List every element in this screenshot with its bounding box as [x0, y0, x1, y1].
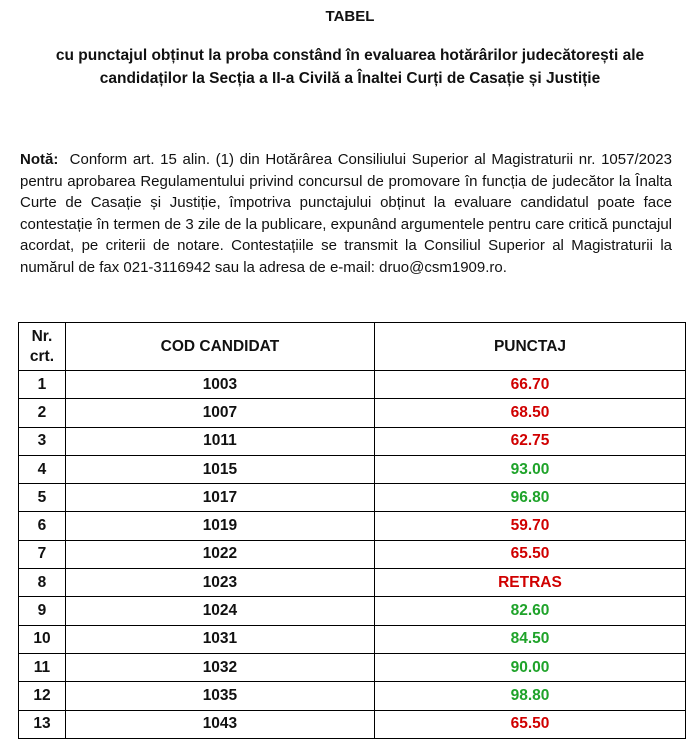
cell-nr-crt: 5	[19, 484, 66, 512]
cell-nr-crt: 12	[19, 682, 66, 710]
cell-cod-candidat: 1032	[65, 653, 374, 681]
table-row	[19, 682, 686, 710]
cell-nr-crt: 4	[19, 455, 66, 483]
cell-punctaj: 68.50	[374, 399, 685, 427]
cell-cod-candidat: 1011	[65, 427, 374, 455]
cell-nr-crt: 6	[19, 512, 66, 540]
cell-nr-crt: 11	[19, 653, 66, 681]
header-nr-crt	[19, 323, 66, 371]
document-title: TABEL	[325, 8, 375, 25]
cell-nr-crt: 8	[19, 569, 66, 597]
cell-punctaj: 82.60	[374, 597, 685, 625]
cell-nr-crt: 3	[19, 427, 66, 455]
header-cod-candidat: COD CANDIDAT	[65, 323, 374, 371]
table-row	[19, 540, 686, 568]
cell-cod-candidat: 1035	[65, 682, 374, 710]
table-row	[19, 625, 686, 653]
table-row	[19, 653, 686, 681]
cell-cod-candidat: 1031	[65, 625, 374, 653]
table-body	[19, 371, 686, 739]
cell-cod-candidat: 1003	[65, 371, 374, 399]
cell-nr-crt: 9	[19, 597, 66, 625]
table-row	[19, 427, 686, 455]
cell-cod-candidat: 1023	[65, 569, 374, 597]
table-row	[19, 710, 686, 738]
cell-nr-crt: 2	[19, 399, 66, 427]
cell-punctaj: 93.00	[374, 455, 685, 483]
cell-cod-candidat: 1015	[65, 455, 374, 483]
cell-punctaj: 98.80	[374, 682, 685, 710]
header-nr-line-1: Nr.	[31, 327, 53, 345]
cell-cod-candidat: 1024	[65, 597, 374, 625]
subtitle-line-1: cu punctajul obținut la proba constând în evaluarea hotărârilor judecătorești ale	[55, 47, 645, 64]
cell-cod-candidat: 1022	[65, 540, 374, 568]
cell-punctaj: 65.50	[374, 710, 685, 738]
cell-punctaj: 59.70	[374, 512, 685, 540]
table-row	[19, 455, 686, 483]
table-row	[19, 371, 686, 399]
note-label: Notă:	[20, 151, 59, 168]
table-row	[19, 597, 686, 625]
subtitle-line-2: candidaților la Secția a II-a Civilă a Înaltei Curți de Casație și Justiție	[99, 70, 601, 87]
cell-nr-crt: 10	[19, 625, 66, 653]
cell-cod-candidat: 1007	[65, 399, 374, 427]
cell-cod-candidat: 1019	[65, 512, 374, 540]
cell-nr-crt: 1	[19, 371, 66, 399]
note-paragraph	[20, 149, 672, 278]
cell-punctaj: 65.50	[374, 540, 685, 568]
cell-nr-crt: 13	[19, 710, 66, 738]
scores-table	[18, 322, 686, 739]
cell-punctaj: 90.00	[374, 653, 685, 681]
cell-punctaj: 62.75	[374, 427, 685, 455]
table-row	[19, 512, 686, 540]
cell-nr-crt: 7	[19, 540, 66, 568]
header-punctaj: PUNCTAJ	[374, 323, 685, 371]
cell-punctaj: 96.80	[374, 484, 685, 512]
cell-cod-candidat: 1043	[65, 710, 374, 738]
table-row	[19, 569, 686, 597]
cell-punctaj: 66.70	[374, 371, 685, 399]
cell-punctaj: 84.50	[374, 625, 685, 653]
note-text: Conform art. 15 alin. (1) din Hotărârea Consiliului Superior al Magistraturii nr. 1057/2023 pentru aprobarea Regulamentului privind concursul de promovare în funcția de judecător la Înalta Curte de Casație și Justiție, împotriva punctajului obținut la evaluare candidatul poate face contestație în termen de 3 zile de la publicare, expunând argumentele pentru care critică punctajul acordat, pe criterii de notare. Contestațiile se transmit la Consiliul Superior al Magistraturii la numărul de fax 021-3116942 sau la adresa de e-mail: druo@csm1909.ro.	[20, 151, 672, 276]
header-nr-line-2: crt.	[29, 347, 55, 365]
document-subtitle	[20, 44, 680, 90]
table-header-row	[19, 323, 686, 371]
table-row	[19, 399, 686, 427]
cell-cod-candidat: 1017	[65, 484, 374, 512]
cell-punctaj: RETRAS	[374, 569, 685, 597]
table-row	[19, 484, 686, 512]
